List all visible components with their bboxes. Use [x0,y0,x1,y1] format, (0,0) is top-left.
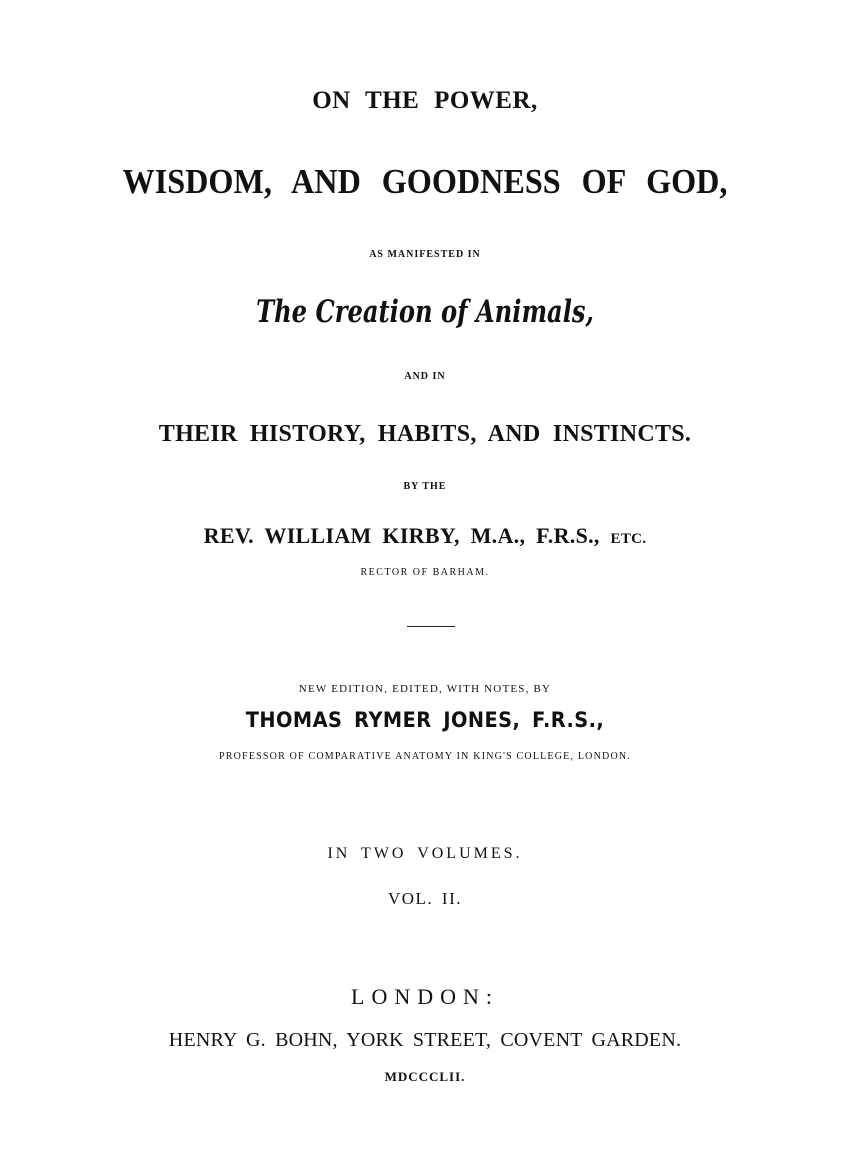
title-line-3: THEIR HISTORY, HABITS, AND INSTINCTS. [158,421,692,447]
author-name: REV. WILLIAM KIRBY, M.A., F.R.S., [203,523,600,548]
by-the-line: BY THE [403,481,447,492]
volume-number: VOL. II. [387,889,462,908]
and-in-line: AND IN [404,371,446,382]
publication-date: MDCCCLII. [384,1069,466,1084]
editor-name: THOMAS RYMER JONES, F.R.S., [245,708,605,732]
title-line-1: ON THE POWER, [312,87,538,114]
divider-rule [407,626,455,627]
editor-position: PROFESSOR OF COMPARATIVE ANATOMY IN KING'S COLLEGE, LONDON. [219,751,631,762]
manifested-in-line: AS MANIFESTED IN [369,249,481,260]
volumes-line: IN TWO VOLUMES. [327,845,523,862]
edition-note: NEW EDITION, EDITED, WITH NOTES, BY [298,683,552,695]
creation-of-animals-line: The Creation of Animals, [256,294,594,330]
place-of-publication: LONDON: [351,984,499,1009]
author-position: RECTOR OF BARHAM. [360,567,490,578]
title-line-2: WISDOM, AND GOODNESS OF GOD, [122,162,728,201]
author-line [0,525,850,547]
author-etc: ETC. [610,531,647,547]
publisher-line: HENRY G. BOHN, YORK STREET, COVENT GARDEN. [168,1029,682,1051]
